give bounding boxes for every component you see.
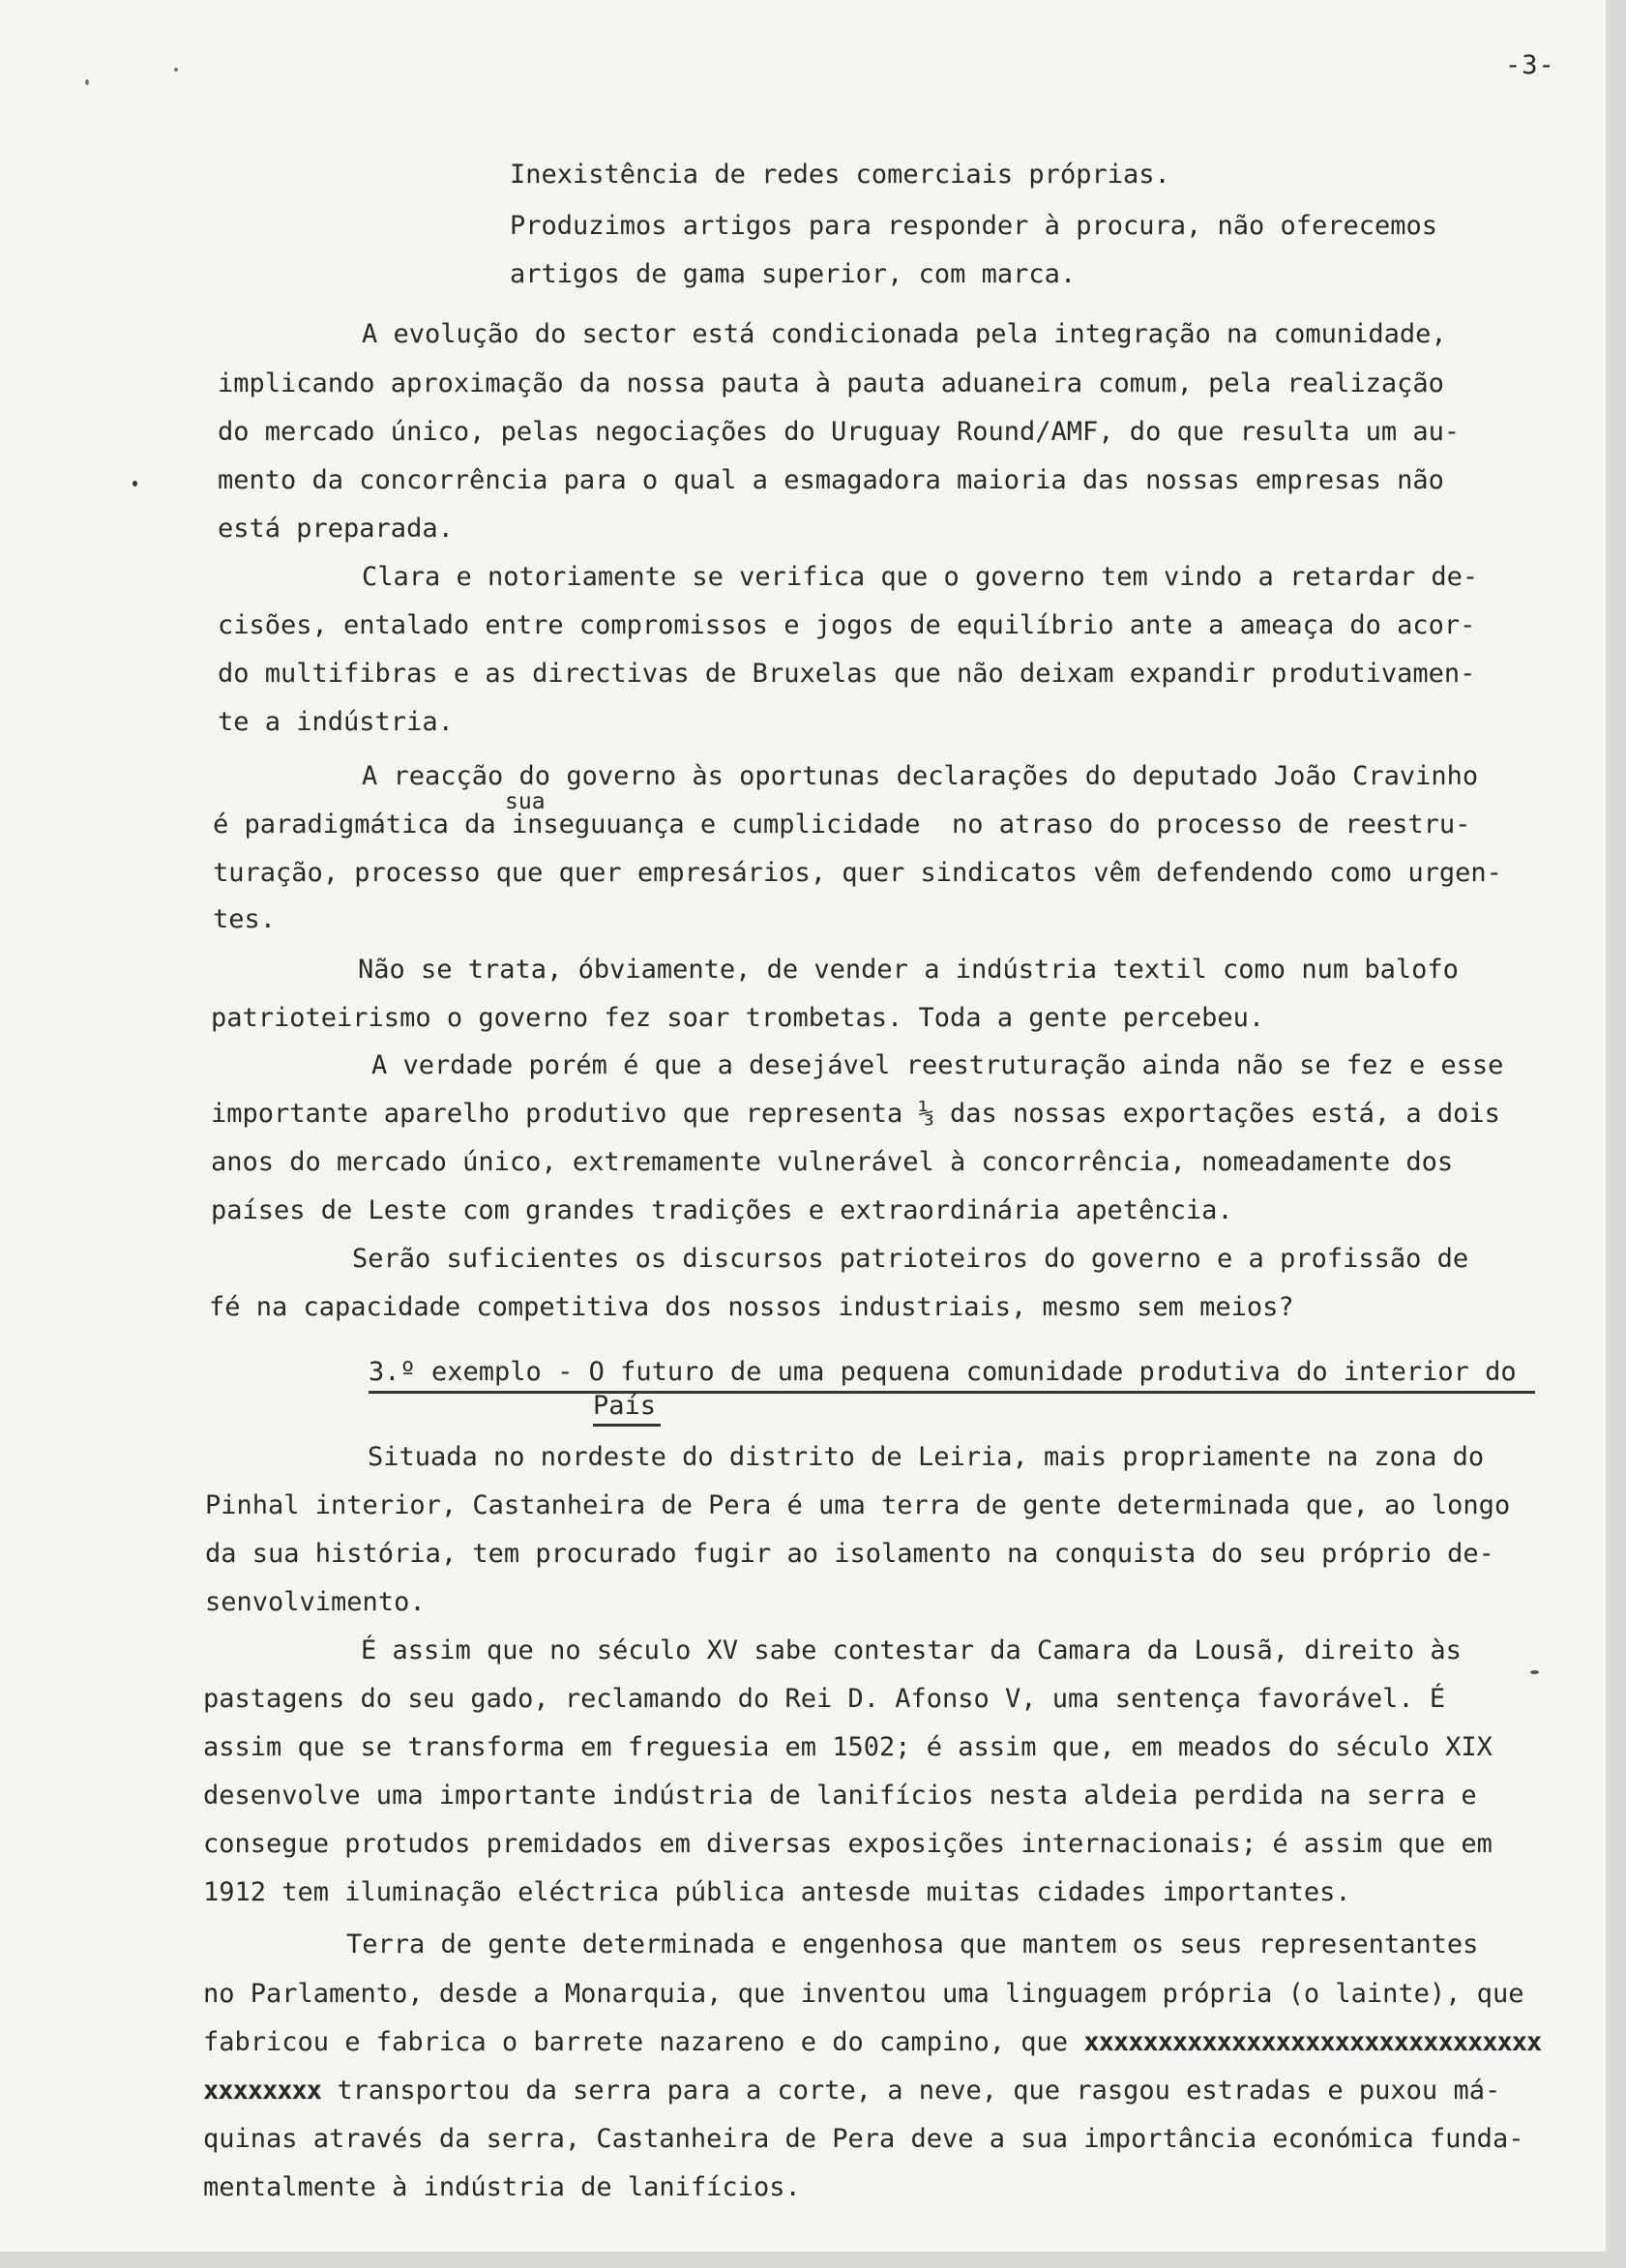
text-line: assim que se transforma em freguesia em 1502; é assim que, em meados do século XIX [203,1732,1493,1762]
text-line [203,2029,1541,2055]
text-line: patrioteirismo o governo fez soar trombetas. Toda a gente percebeu. [211,1003,1265,1033]
text-line: quinas através da serra, Castanheira de Pera deve a sua importância económica funda- [203,2124,1524,2154]
text-line: Não se trata, óbviamente, de vender a indústria textil como num balofo [358,955,1459,985]
text-line: consegue protudos premidados em diversas exposições internacionais; é assim que em [203,1829,1493,1859]
text-line [203,2077,1500,2104]
text-line: países de Leste com grandes tradições e extraordinária apetência. [211,1195,1233,1225]
text-line: do mercado único, pelas negociações do Uruguay Round/AMF, do que resulta um au- [218,417,1461,447]
paper-speck [174,68,178,72]
struck-out-text: xxxxxxxx [203,2076,322,2106]
text-segment: fabricou e fabrica o barrete nazareno e do campino, que [203,2027,1084,2057]
text-line: Pinhal interior, Castanheira de Pera é uma terra de gente determinada que, ao longo [205,1490,1511,1520]
text-line: 1912 tem iluminação eléctrica pública antesde muitas cidades importantes. [203,1877,1351,1907]
heading-underline [593,1424,661,1427]
paper-speck [133,481,137,486]
text-line: importante aparelho produtivo que representa ⅓ das nossas exportações está, a dois [211,1099,1500,1129]
text-line: mentalmente à indústria de lanifícios. [203,2172,801,2202]
page-number: -3- [1505,50,1555,80]
text-line: está preparada. [218,514,454,544]
text-line: é paradigmática da inseguuança e cumplicidade no atraso do processo de reestru- [213,810,1471,839]
text-line: turação, processo que quer empresários, quer sindicatos vêm defendendo como urgen- [213,858,1502,888]
section-heading: 3.º exemplo - O futuro de uma pequena comunidade produtiva do interior do [369,1357,1517,1387]
text-line: pastagens do seu gado, reclamando do Rei D. Afonso V, uma sentença favorável. É [203,1684,1446,1714]
text-line: Clara e notoriamente se verifica que o governo tem vindo a retardar de- [362,562,1479,592]
text-line: senvolvimento. [205,1587,426,1617]
text-line: Serão suficientes os discursos patrioteiros do governo e a profissão de [352,1244,1469,1274]
text-line: A evolução do sector está condicionada pela integração na comunidade, [362,319,1447,349]
text-line: te a indústria. [218,707,454,737]
text-segment: transportou da serra para a corte, a neve, que rasgou estradas e puxou má- [337,2076,1501,2106]
text-line: Terra de gente determinada e engenhosa que mantem os seus representantes [346,1929,1479,1959]
text-line: anos do mercado único, extremamente vulnerável à concorrência, nomeadamente dos [211,1147,1454,1177]
text-line: É assim que no século XV sabe contestar da Camara da Lousã, direito às [361,1635,1462,1665]
text-line: da sua história, tem procurado fugir ao isolamento na conquista do seu próprio de- [205,1539,1494,1569]
text-line: fé na capacidade competitiva dos nossos industriais, mesmo sem meios? [209,1292,1294,1322]
section-heading: País [593,1391,657,1421]
text-line: implicando aproximação da nossa pauta à pauta aduaneira comum, pela realização [218,368,1444,398]
text-line: cisões, entalado entre compromissos e jogos de equilíbrio ante a ameaça do acor- [218,610,1476,640]
struck-out-text: xxxxxxxxxxxxxxxxxxxxxxxxxxxxxxx [1083,2027,1542,2057]
text-line: artigos de gama superior, com marca. [510,259,1077,289]
paper-speck [85,79,89,85]
paper-speck [1530,1670,1539,1674]
heading-underline [369,1391,1535,1394]
text-line: mento da concorrência para o qual a esmagadora maioria das nossas empresas não [218,465,1444,495]
text-line: Inexistência de redes comerciais próprias. [510,160,1170,190]
interlinear-insert: sua [505,789,546,814]
text-line: tes. [213,904,277,934]
text-line: do multifibras e as directivas de Bruxelas que não deixam expandir produtivamen- [218,659,1476,689]
text-line: desenvolve uma importante indústria de lanifícios nesta aldeia perdida na serra e [203,1781,1477,1811]
text-line: Produzimos artigos para responder à procura, não oferecemos [510,211,1438,241]
text-line: A reacção do governo às oportunas declarações do deputado João Cravinho [362,761,1479,791]
text-line: Situada no nordeste do distrito de Leiria, mais propriamente na zona do [368,1442,1485,1472]
text-line: no Parlamento, desde a Monarquia, que inventou uma linguagem própria (o lainte), que [203,1979,1524,2009]
text-line: A verdade porém é que a desejável reestruturação ainda não se fez e esse [371,1050,1504,1080]
